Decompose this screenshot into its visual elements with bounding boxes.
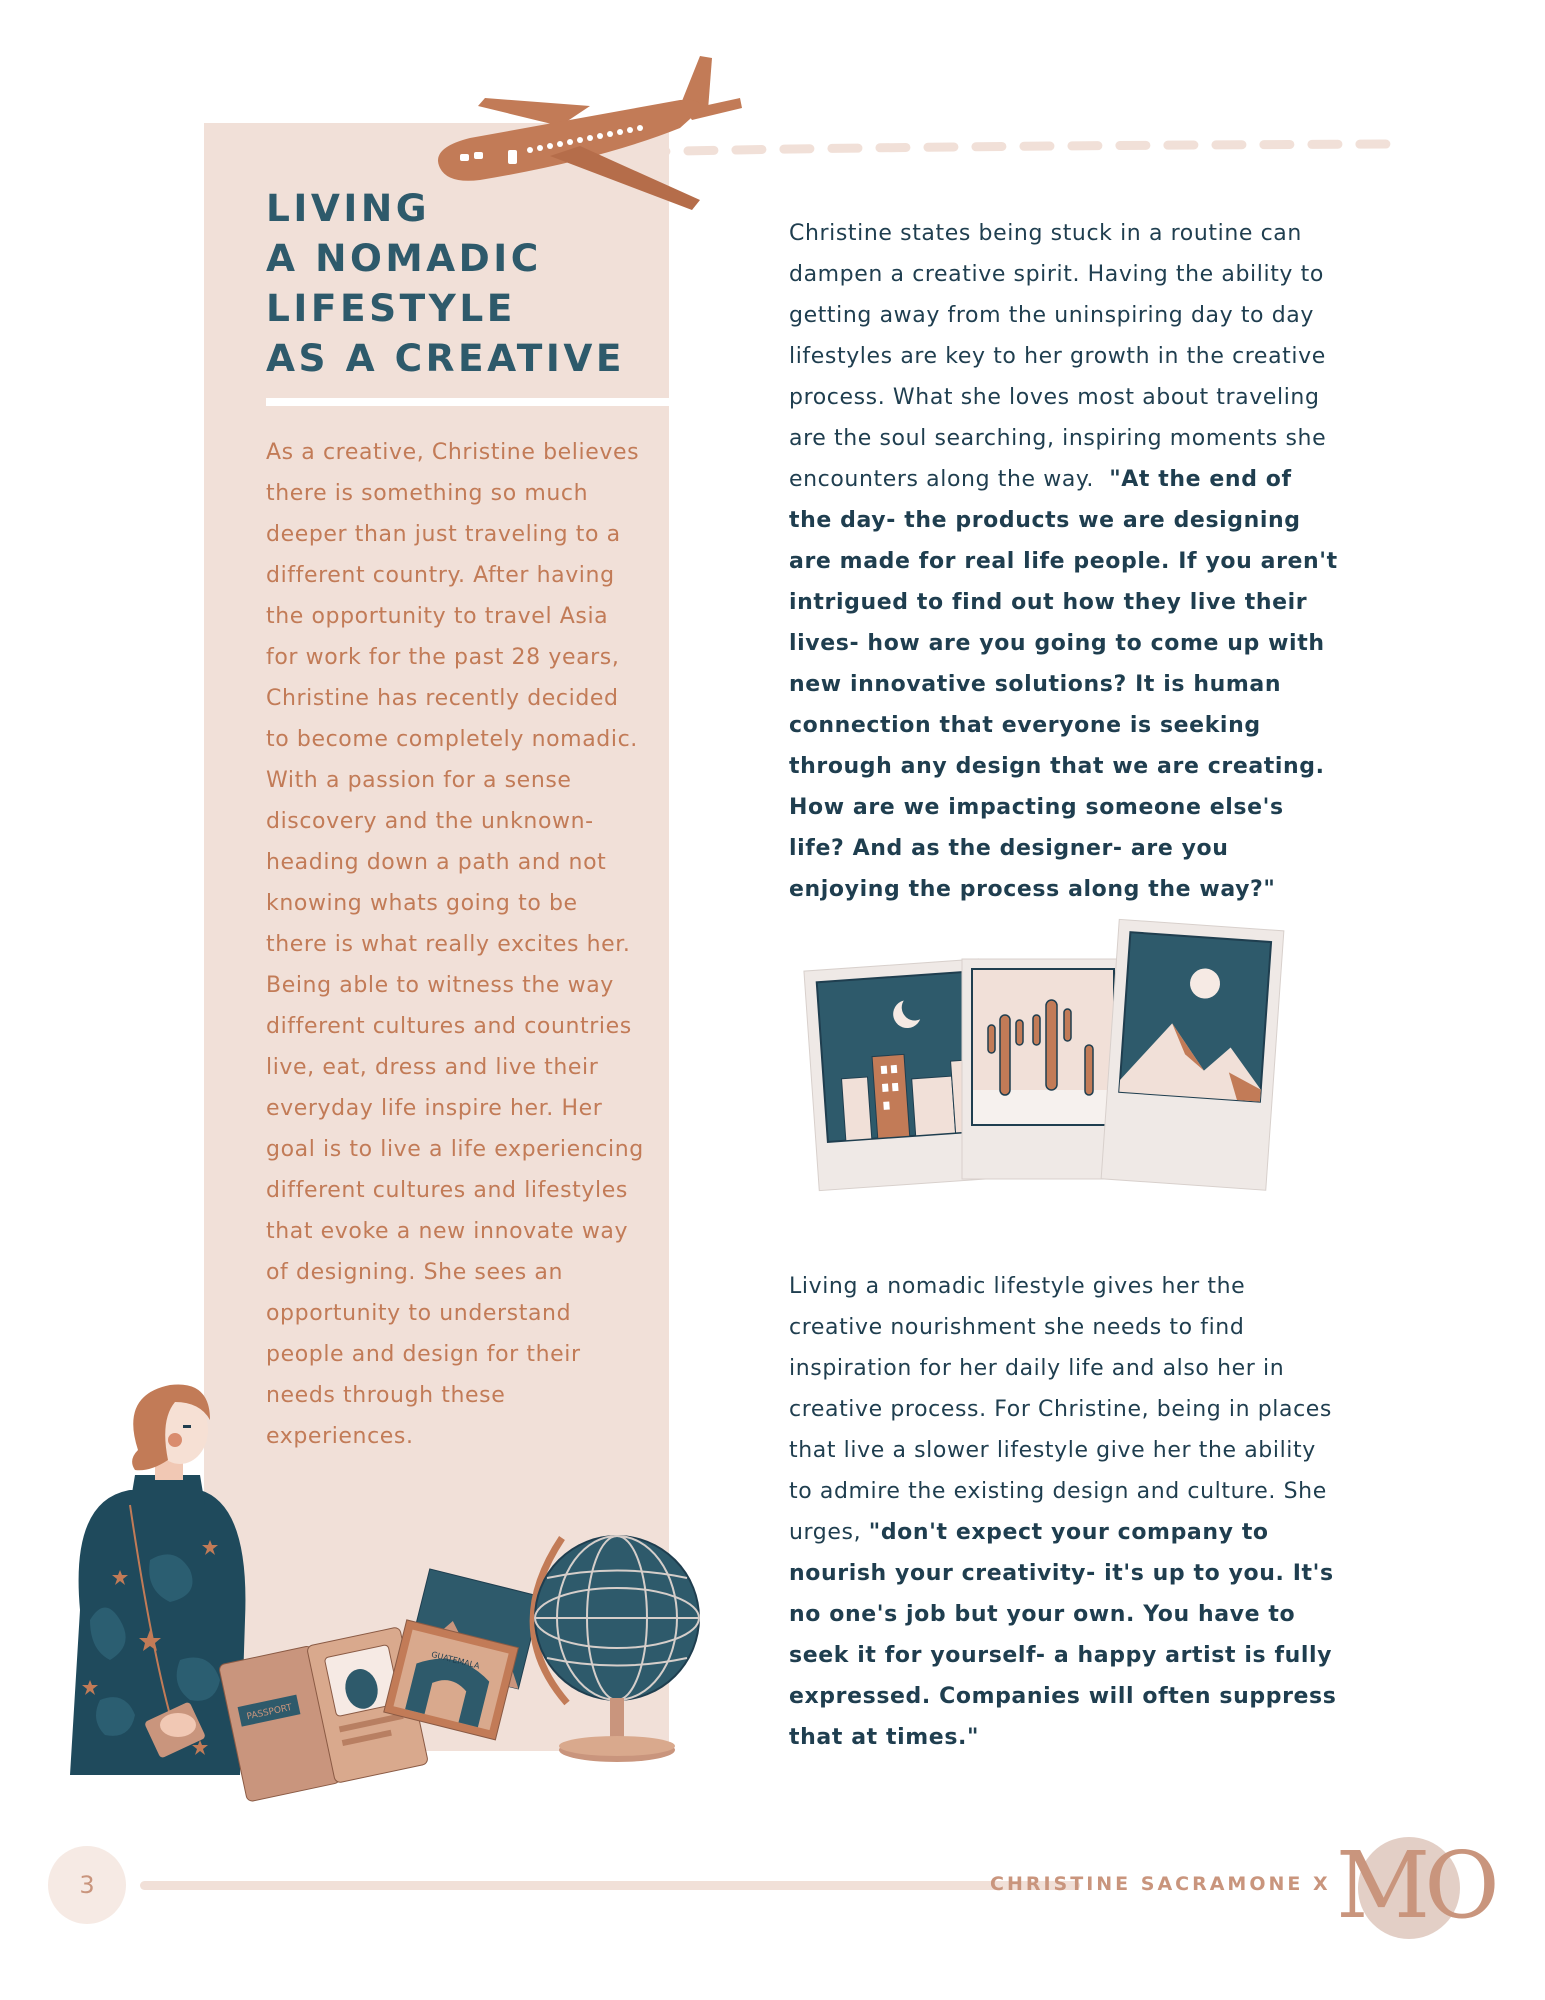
postcard-label: GUATEMALA	[430, 1650, 481, 1671]
right-paragraph-1	[789, 213, 1339, 910]
postcards-icon	[390, 1565, 540, 1745]
footer-author-name: CHRISTINE SACRAMONE X	[990, 1873, 1331, 1895]
page-number: 3	[48, 1846, 126, 1924]
logo-text: MO	[1336, 1832, 1494, 1939]
paragraph-text: Living a nomadic lifestyle gives her the creative nourishment she needs to find inspiration for her daily life and also her in creative process. For Christine, being in places that live a slower lifestyle give her the ability to admire the existing design and culture. She urges,	[789, 1274, 1332, 1545]
quote-text: "don't expect your company to nourish your creativity- it's up to you. It's no one's job but your own. You have to seek it for yourself- a happy artist is fully expressed. Companies will often suppress that at times."	[789, 1520, 1337, 1750]
paragraph-text: Christine states being stuck in a routine can dampen a creative spirit. Having the ability to getting away from the uninspiring day to day lifestyles are key to her growth in the creative process. What she loves most about traveling are the soul searching, inspiring moments she encounters along the way.	[789, 221, 1327, 492]
quote-text: "At the end of the day- the products we are designing are made for real life people. If you aren't intrigued to find out how they live their lives- how are you going to come up with new innovative solutions? It is human connection that everyone is seeking through any design that we are creating. How are we impacting someone else's life? And as the designer- are you enjoying the process along the way?"	[789, 467, 1338, 902]
right-paragraph-2	[789, 1266, 1339, 1758]
globe-icon	[522, 1518, 712, 1780]
footer-divider	[140, 1881, 1080, 1890]
title-divider	[266, 398, 669, 406]
polaroid-photos-icon	[800, 905, 1300, 1210]
left-column-text: As a creative, Christine believes there is something so much deeper than just traveling to a different country. After having the opportunity to travel Asia for work for the past 28 years, Christine has recently decided to become completely nomadic. With a passion for a sense discovery and the unknown- heading down a path and not knowing whats going to be there is what really excites her. Being able to witness the way different cultures and countries live, eat, dress and live their everyday life inspire her. Her goal is to live a life experiencing different cultures and lifestyles that evoke a new innovate way of designing. She sees an opportunity to understand people and design for their needs through these experiences.	[266, 440, 644, 1449]
page-title: LIVING A NOMADIC LIFESTYLE AS A CREATIVE	[266, 186, 625, 380]
mo-logo	[1336, 1832, 1496, 1945]
passport-label: PASSPORT	[245, 1702, 293, 1723]
